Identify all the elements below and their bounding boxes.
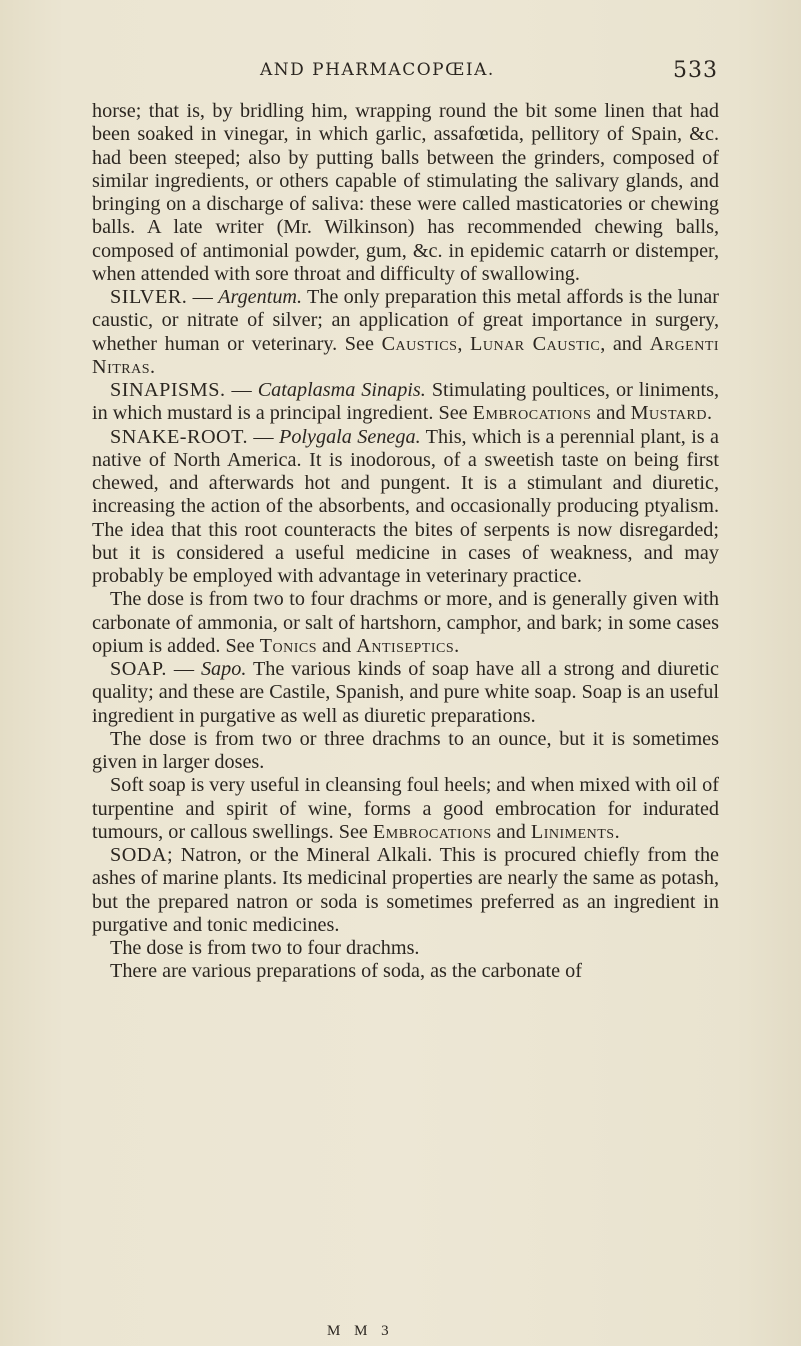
entry-text: This, which is a perennial plant, is a native of North America. It is inodorous, of a sweetish taste on being first chewed, and afterwards hot and pungent. It is a stimulant and diuretic, increasing the action of the absorbents, and occasionally producing ptyalism. The idea that this root counteracts the bites of serpents is now disregarded; but it is considered a useful medicine in cases of weakness, and may probably be employed with advantage in veterinary practice. — [92, 425, 720, 587]
period: . — [150, 355, 156, 378]
cross-reference-embrocations: Embrocations — [372, 820, 492, 843]
paragraph-soft-soap — [92, 774, 719, 844]
separator: and — [496, 820, 526, 843]
entry-text: Natron, or the Mineral Alkali. This is procured chiefly from the ashes of marine plants. Its medicinal properties are nearly the same as potash, but the prepared natron or soda is sometimes preferred as an ingredient in purgative and tonic medicines. — [92, 844, 720, 936]
period: . — [706, 402, 712, 425]
separator: , — [457, 332, 463, 355]
paragraph-horse-continued — [92, 100, 719, 286]
paragraph-soap-dose — [92, 728, 719, 775]
cross-reference-mustard: Mustard — [630, 402, 707, 425]
running-head: AND PHARMACOPŒIA. — [260, 60, 495, 80]
entry-heading: SODA; — [110, 844, 174, 866]
entry-text: The only preparation this metal affords is the lunar caustic, or nitrate of silver; an application of great importance in surgery, whether human or veterinary. See — [92, 286, 719, 355]
paragraph-soda-preparations — [92, 960, 719, 983]
signature-mark: M M 3 — [327, 1323, 394, 1339]
cross-reference-tonics: Tonics — [259, 634, 317, 657]
period: . — [454, 634, 460, 657]
paragraph-text: There are various preparations of soda, as the carbonate of — [110, 960, 582, 983]
period: . — [614, 820, 620, 843]
paragraph-text: Soft soap is very useful in cleansing foul heels; and when mixed with oil of turpentine and spirit of wine, forms a good embrocation for indurated tumours, or callous swellings. See — [92, 774, 719, 843]
cross-reference-liniments: Liniments — [530, 820, 615, 843]
entry-latin-name: Cataplasma Sinapis. — [257, 379, 426, 401]
entry-heading: SNAKE-ROOT. — [110, 425, 249, 448]
separator: and — [322, 634, 352, 657]
entry-silver: SILVER. — Argentum. The only preparation this metal affords is the lunar caustic, or nitrate of silver; an application of great importance in surgery, whether human or veterinary. See Caustics, Lunar Caustic, and Argenti Nitras. — [92, 286, 720, 378]
cross-reference-caustics: Caustics — [381, 332, 458, 355]
paragraph-text: horse; that is, by bridling him, wrapping round the bit some linen that had been soaked in vinegar, in which garlic, assafœtida, pellitory of Spain, &c. had been steeped; also by putting balls between the grinders, composed of similar ingredients, or others capable of stimulating the salivary glands, and bringing on a discharge of saliva: these were called masticatories or chewing balls. A late writer (Mr. Wilkinson) has recommended chewing balls, composed of antimonial powder, gum, &c. in epidemic catarrh or distemper, when attended with sore throat and difficulty of swallowing. — [92, 100, 719, 285]
paragraph-soda-dose — [92, 937, 719, 960]
entry-sinapisms: SINAPISMS. — Cataplasma Sinapis. Stimulating poultices, or liniments, in which mustard is a principal ingredient. See Embrocations and Mustard. — [92, 379, 719, 425]
entry-latin-name: Sapo. — [200, 658, 247, 680]
entry-latin-name: Argentum. — [218, 286, 303, 308]
page-header — [260, 60, 718, 90]
entry-heading: SOAP. — [110, 658, 167, 680]
cross-reference-argenti-nitras: Argenti Nitras — [92, 332, 720, 378]
paragraph-text: The dose is from two to four drachms or more, and is generally given with carbonate of ammonia, or salt of hartshorn, camphor, and bark; in some cases opium is added. See — [92, 588, 719, 657]
entry-text: The various kinds of soap have all a strong and diuretic quality; and these are Castile, Spanish, and pure white soap. Soap is an useful ingredient in purgative as well as diuretic preparations. — [92, 658, 720, 727]
entry-heading: SILVER. — [110, 286, 188, 308]
page-number: 533 — [673, 58, 718, 83]
separator: and — [596, 402, 626, 425]
paragraph-text: The dose is from two or three drachms to an ounce, but it is sometimes given in larger doses. — [92, 727, 719, 773]
entry-latin-name: Polygala Senega. — [279, 425, 421, 448]
body-text — [92, 100, 719, 984]
paragraph-snake-root-dose — [92, 588, 719, 658]
entry-soap: SOAP. — Sapo. The various kinds of soap have all a strong and diuretic quality; and these are Castile, Spanish, and pure white soap. Soap is an useful ingredient in purgative as well as diuretic preparations. — [92, 658, 720, 727]
cross-reference-antiseptics: Antiseptics — [356, 634, 455, 657]
cross-reference-lunar-caustic: Lunar Caustic — [470, 332, 601, 355]
separator: , and — [600, 332, 642, 355]
paragraph-text: The dose is from two to four drachms. — [110, 937, 420, 959]
entry-text: Stimulating poultices, or liniments, in which mustard is a principal ingredient. See — [92, 379, 719, 425]
entry-soda — [92, 844, 719, 937]
entry-heading: SINAPISMS. — [110, 379, 226, 401]
cross-reference-embrocations: Embrocations — [472, 402, 592, 425]
entry-snake-root: SNAKE-ROOT. — Polygala Senega. This, which is a perennial plant, is a native of North America. It is inodorous, of a sweetish taste on being first chewed, and afterwards hot and pungent. It is a stimulant and diuretic, increasing the action of the absorbents, and occasionally producing ptyalism. The idea that this root counteracts the bites of serpents is now disregarded; but it is considered a useful medicine in cases of weakness, and may probably be employed with advantage in veterinary practice. — [92, 425, 720, 587]
